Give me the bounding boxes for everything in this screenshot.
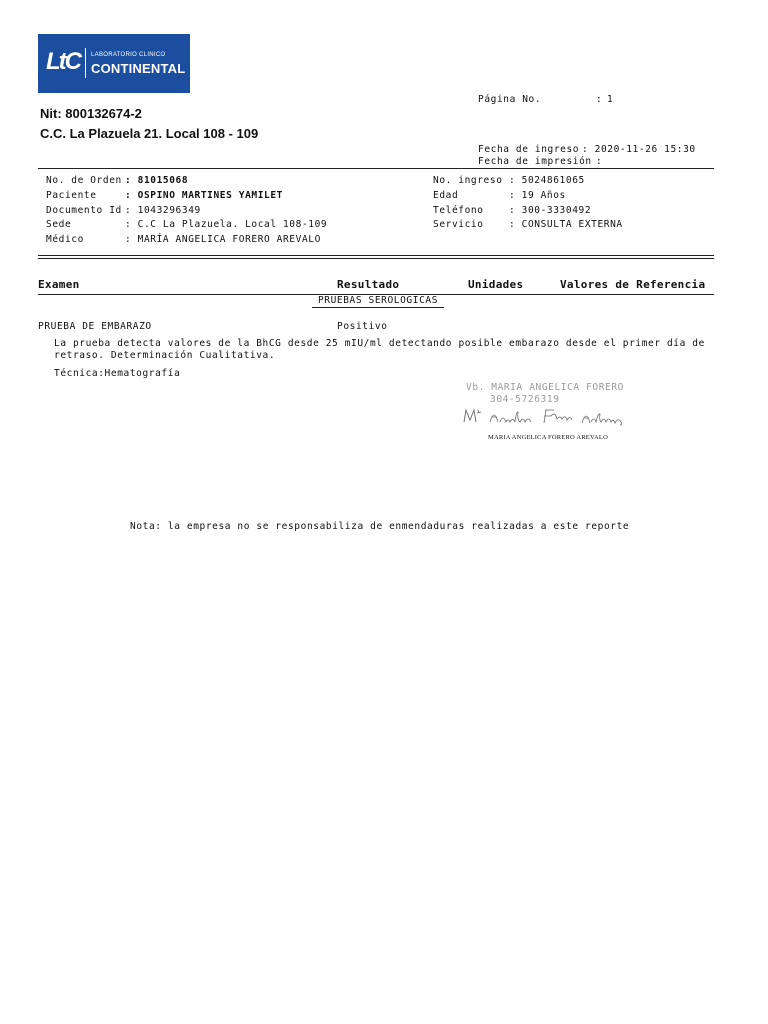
edad-value: : 19 Años <box>509 190 566 201</box>
paciente-label: Paciente <box>46 190 97 201</box>
signature-printed-name: MARIA ANGELICA FORERO AREVALO <box>488 434 608 441</box>
paciente-value: : OSPINO MARTINES YAMILET <box>125 190 283 201</box>
header-unidades: Unidades <box>468 278 524 291</box>
exam-description-line1: La prueba detecta valores de la BhCG desde 25 mIU/ml detectando posible embarazo desde el primer día de <box>54 338 705 349</box>
documento-label: Documento Id <box>46 205 122 216</box>
header-valores: Valores de Referencia <box>560 278 706 291</box>
telefono-value: : 300-3330492 <box>509 205 592 216</box>
section-title: PRUEBAS SEROLOGICAS <box>312 295 444 308</box>
disclaimer-note: Nota: la empresa no se responsabiliza de enmendaduras realizadas a este reporte <box>130 521 630 532</box>
lab-nit: Nit: 800132674-2 <box>40 106 142 121</box>
servicio-label: Servicio <box>433 219 484 230</box>
fecha-ingreso-value: : 2020-11-26 15:30 <box>582 144 696 155</box>
exam-technique: Técnica:Hematografía <box>54 368 181 379</box>
signature-vb-line: Vb. MARIA ANGELICA FORERO <box>466 382 624 393</box>
telefono-label: Teléfono <box>433 205 484 216</box>
fecha-impresion-label: Fecha de impresión <box>478 156 592 167</box>
lab-logo <box>38 34 190 93</box>
signature-scribble <box>462 404 626 430</box>
orden-value: : 81015068 <box>125 175 189 186</box>
handwritten-signature <box>462 404 626 435</box>
divider-top <box>38 168 714 169</box>
exam-description-line2: retraso. Determinación Cualitativa. <box>54 350 276 361</box>
page-number: 1 <box>607 94 614 105</box>
ingreso-value: : 5024861065 <box>509 175 585 186</box>
sede-value: : C.C La Plazuela. Local 108-109 <box>125 219 328 230</box>
page-sep: : <box>596 94 603 105</box>
fecha-ingreso-label: Fecha de ingreso <box>478 144 580 155</box>
servicio-value: : CONSULTA EXTERNA <box>509 219 623 230</box>
divider-double-1 <box>38 255 714 256</box>
logo-mark: LtC <box>46 48 80 75</box>
logo-title: CONTINENTAL <box>91 61 186 76</box>
exam-name: PRUEBA DE EMBARAZO <box>38 321 152 332</box>
lab-address: C.C. La Plazuela 21. Local 108 - 109 <box>40 126 259 141</box>
logo-subtitle: LABORATORIO CLINICO <box>91 52 166 58</box>
fecha-impresion-value: : <box>596 156 603 167</box>
edad-label: Edad <box>433 190 459 201</box>
signature-code-line: 304-5726319 <box>490 394 560 405</box>
orden-label: No. de Orden <box>46 175 122 186</box>
exam-result: Positivo <box>337 321 388 332</box>
medico-label: Médico <box>46 234 84 245</box>
divider-double-2 <box>38 258 714 259</box>
sede-label: Sede <box>46 219 72 230</box>
documento-value: : 1043296349 <box>125 205 201 216</box>
header-resultado: Resultado <box>337 278 400 291</box>
ingreso-label: No. ingreso <box>433 175 503 186</box>
page-label: Página No. <box>478 94 542 105</box>
header-examen: Examen <box>38 278 80 291</box>
medico-value: : MARÍA ANGELICA FORERO AREVALO <box>125 234 321 245</box>
logo-separator <box>85 48 86 78</box>
